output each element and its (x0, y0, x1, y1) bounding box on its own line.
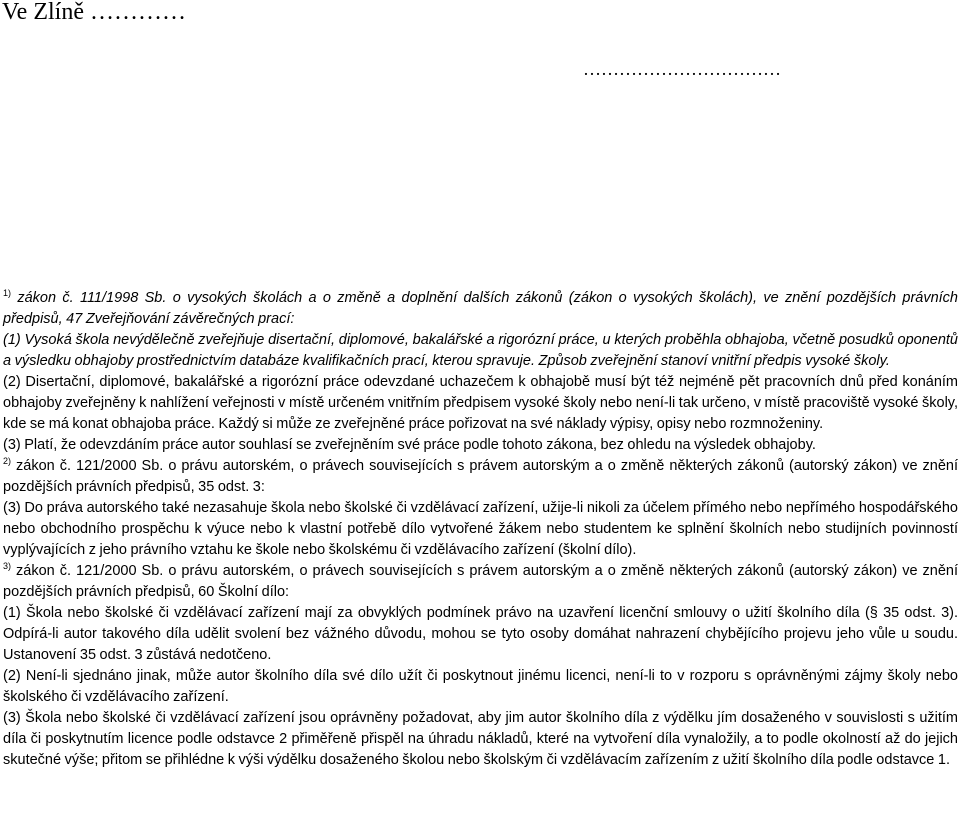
footnote-1-paragraph-3: (3) Platí, že odevzdáním práce autor souhlasí se zveřejněním své práce podle tohoto zákona, bez ohledu na výsledek obhajoby. (3, 437, 816, 453)
footnote-3-mark: 3) (3, 561, 12, 571)
footnote-3-paragraph-2: (2) Není-li sjednáno jinak, může autor školního díla své dílo užít či poskytnout jinému licenci, není-li to v rozporu s oprávněnými zájmy školy nebo školského či vzdělávacího zařízení. (3, 668, 958, 705)
footnote-2-law-title: o právu autorském, o právech souvisejících s právem autorským a o změně některých zákonů (autorský zákon) ve znění pozdějších právních předpisů, 35 odst. 3: (3, 458, 959, 495)
footnote-3-paragraph-3: (3) Škola nebo školské či vzdělávací zařízení jsou oprávněny požadovat, aby jim autor školního díla z výdělku jím dosaženého v souvislosti s užitím díla či poskytnutím licence podle odstavce 2 přiměřeně přispěl na úhradu nákladů, které na vytvoření díla vynaložily, a to podle okolností až do jejich skutečné výše; přitom se přihlédne k výši výdělku dosaženého školou nebo školským či vzdělávacím zařízením z užití školního díla podle odstavce 1. (3, 710, 958, 768)
footnote-2-law-reference: zákon č. 121/2000 Sb. (16, 458, 164, 474)
signature-line: …………………………… (583, 59, 781, 79)
footnote-1-paragraph-1: (1) Vysoká škola nevýdělečně zveřejňuje disertační, diplomové, bakalářské a rigorózní práce, u kterých proběhla obhajoba, včetně posudků oponentů a výsledku obhajoby prostřednictvím databáze kvalifikačních prací, kterou spravuje. Způsob zveřejnění stanoví vnitřní předpis vysoké školy. (3, 332, 958, 369)
place-date-line: Ve Zlíně ………… (2, 0, 186, 25)
footnote-2-mark: 2) (3, 456, 12, 466)
footnote-3-law-reference: zákon č. 121/2000 Sb. (16, 563, 164, 579)
footnote-1-heading (3, 288, 958, 330)
footnote-1-law-title: o vysokých školách a o změně a doplnění dalších zákonů (zákon o vysokých školách), ve znění pozdějších právních předpisů, 47 Zveřejňování závěrečných prací: (3, 290, 958, 327)
footnote-2-paragraph-1: (3) Do práva autorského také nezasahuje škola nebo školské či vzdělávací zařízení, užije-li nikoli za účelem přímého nebo nepřímého hospodářského nebo obchodního prospěchu k výuce nebo k vlastní potřebě dílo vytvořené žákem nebo studentem ke splnění školních nebo studijních povinností vyplývajících z jeho právního vztahu ke škole nebo školskému či vzdělávacího zařízení (školní dílo). (3, 500, 958, 558)
footnote-2-heading (3, 456, 958, 498)
footnote-1-mark: 1) (3, 288, 12, 298)
footnote-3-law-title: o právu autorském, o právech souvisejících s právem autorským a o změně některých zákonů (autorský zákon) ve znění pozdějších právních předpisů, 60 Školní dílo: (3, 563, 959, 600)
footnote-3-heading (3, 561, 958, 603)
footnote-3-paragraph-1: (1) Škola nebo školské či vzdělávací zařízení mají za obvyklých podmínek právo na uzavření licenční smlouvy o užití školního díla (§ 35 odst. 3). Odpírá-li autor takového díla udělit svolení bez vážného důvodu, mohou se tyto osoby domáhat nahrazení chybějícího projevu jeho vůle u soudu. Ustanovení 35 odst. 3 zůstává nedotčeno. (3, 605, 958, 663)
footnote-1-law-reference: zákon č. 111/1998 Sb. (17, 290, 167, 306)
footnote-1-paragraph-2: (2) Disertační, diplomové, bakalářské a rigorózní práce odevzdané uchazečem k obhajobě musí být též nejméně pět pracovních dnů před konáním obhajoby zveřejněny k nahlížení veřejnosti v místě určeném vnitřním předpisem vysoké školy nebo není-li tak určeno, v místě pracoviště vysoké školy, kde se má konat obhajoba práce. Každý si může ze zveřejněné práce pořizovat na své náklady výpisy, opisy nebo rozmnoženiny. (3, 374, 958, 432)
footnotes (3, 288, 958, 771)
